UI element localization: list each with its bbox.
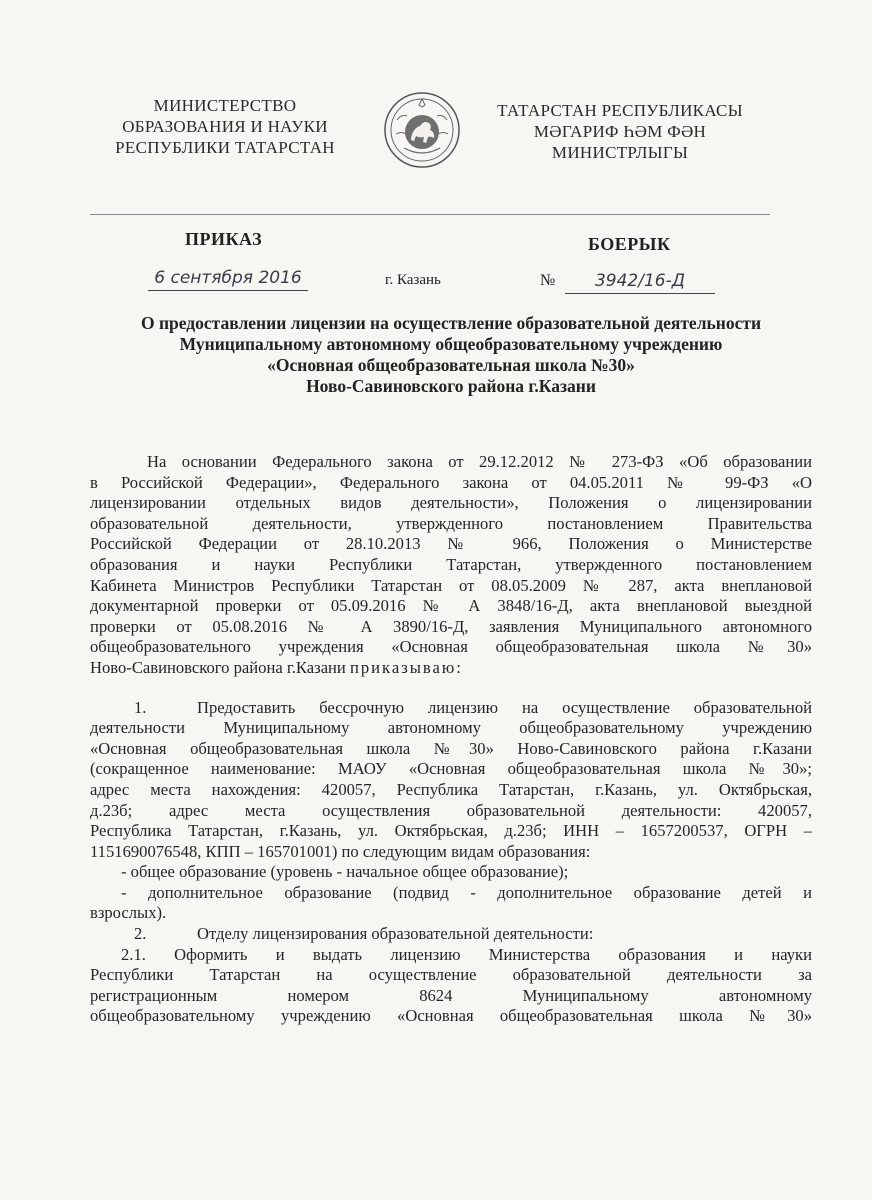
preamble-line: На основании Федерального закона от 29.12.2012 № 273-ФЗ «Об образовании bbox=[147, 452, 812, 471]
doc-type-tt: БОЕРЫК bbox=[588, 234, 671, 254]
title-line: Ново-Савиновского района г.Казани bbox=[306, 376, 596, 396]
doc-type-ru: ПРИКАЗ bbox=[185, 229, 263, 249]
title-line: Муниципальному автономному общеобразовательному учреждению bbox=[179, 334, 723, 354]
item1-last-line: 1151690076548, КПП – 165701001) по следующим видам образования: bbox=[90, 841, 591, 861]
item2-line bbox=[90, 924, 812, 945]
order-body bbox=[90, 452, 812, 1027]
header-divider bbox=[90, 214, 770, 215]
preamble-line: образовательной деятельности, утвержденного постановлением Правительства bbox=[90, 513, 812, 533]
item1-line: «Основная общеобразовательная школа №30» Ново-Савиновского района г.Казани bbox=[90, 738, 812, 758]
preamble-line: образования и науки Республики Татарстан, утвержденного постановлением bbox=[90, 554, 812, 574]
preamble-last-line bbox=[90, 658, 812, 679]
order-city: г. Казань bbox=[385, 272, 441, 288]
item1-bullet-end: взрослых). bbox=[90, 903, 167, 923]
order-number: 3942/16-Д bbox=[565, 271, 715, 294]
item2-number: 2. bbox=[134, 924, 147, 944]
title-line: О предоставлении лицензии на осуществление образовательной деятельности bbox=[140, 313, 762, 333]
ministry-name-ru bbox=[90, 95, 360, 158]
ministry-name-ru-line: РЕСПУБЛИКИ ТАТАРСТАН bbox=[115, 138, 335, 157]
preamble-line: общеобразовательного учреждения «Основная общеобразовательная школа №30» bbox=[90, 637, 812, 657]
preamble-last-text: Ново-Савиновского района г.Казани bbox=[90, 657, 346, 677]
ministry-name-tt bbox=[470, 100, 770, 163]
tatarstan-emblem-icon bbox=[382, 90, 462, 170]
item1-bullet: - общее образование (уровень - начальное общее образование); bbox=[121, 862, 569, 882]
preamble-line: документарной проверки от 05.09.2016 № А 3848/16-Д, акта внеплановой выездной bbox=[90, 596, 812, 616]
preamble-line: в Российской Федерации», Федерального закона от 04.05.2011 № 99-ФЗ «О bbox=[90, 472, 812, 492]
item1-line: адрес места нахождения: 420057, Республика Татарстан, г.Казань, ул. Октябрьская, bbox=[90, 779, 812, 799]
preamble-line: Российской Федерации от 28.10.2013 № 966, Положения о Министерстве bbox=[90, 534, 812, 554]
item21-line: общеобразовательному учреждению «Основная общеобразовательная школа №30» bbox=[90, 1006, 812, 1026]
ministry-name-tt-line: ТАТАРСТАН РЕСПУБЛИКАСЫ bbox=[497, 101, 743, 120]
preamble-line: лицензировании отдельных видов деятельности», Положения о лицензировании bbox=[90, 493, 812, 513]
item21-line: Республики Татарстан на осуществление образовательной деятельности за bbox=[90, 965, 812, 985]
item21-first-line: 2.1. Оформить и выдать лицензию Министерства образования и науки bbox=[121, 944, 812, 964]
item1-number: 1. bbox=[134, 697, 147, 717]
item1-line: деятельности Муниципальному автономному общеобразовательному учреждению bbox=[90, 718, 812, 738]
preamble-line: Кабинета Министров Республики Татарстан от 08.05.2009 № 287, акта внеплановой bbox=[90, 575, 812, 595]
item2-text: Отделу лицензирования образовательной деятельности: bbox=[197, 924, 594, 944]
item1-line: (сокращенное наименование: МАОУ «Основная общеобразовательная школа №30»; bbox=[90, 759, 812, 779]
item1-first-text: Предоставить бессрочную лицензию на осуществление образовательной bbox=[197, 697, 812, 717]
title-line: «Основная общеобразовательная школа №30» bbox=[267, 355, 635, 375]
ministry-name-ru-line: МИНИСТЕРСТВО bbox=[153, 96, 297, 115]
item1-bullet: - дополнительное образование (подвид - дополнительное образование детей и bbox=[121, 882, 812, 902]
ministry-name-tt-line: МИНИСТРЛЫГЫ bbox=[551, 143, 689, 162]
preamble-line: проверки от 05.08.2016 № А 3890/16-Д, заявления Муниципального автономного bbox=[90, 616, 812, 636]
order-title bbox=[90, 313, 812, 397]
spacer bbox=[90, 679, 812, 698]
ministry-name-ru-line: ОБРАЗОВАНИЯ И НАУКИ bbox=[122, 117, 328, 136]
item1-line: Республика Татарстан, г.Казань, ул. Октябрьская, д.23б; ИНН – 1657200537, ОГРН – bbox=[90, 821, 812, 841]
item1-line: д.23б; адрес места осуществления образовательной деятельности: 420057, bbox=[90, 800, 812, 820]
ministry-name-tt-line: МӘГАРИФ ҺӘМ ФӘН bbox=[533, 122, 707, 141]
order-word: приказываю: bbox=[349, 657, 463, 677]
number-sign: № bbox=[540, 272, 556, 289]
item21-line: регистрационным номером 8624 Муниципальному автономному bbox=[90, 985, 812, 1005]
item1-first-line bbox=[90, 698, 812, 719]
order-date: 6 сентября 2016 bbox=[148, 268, 308, 291]
